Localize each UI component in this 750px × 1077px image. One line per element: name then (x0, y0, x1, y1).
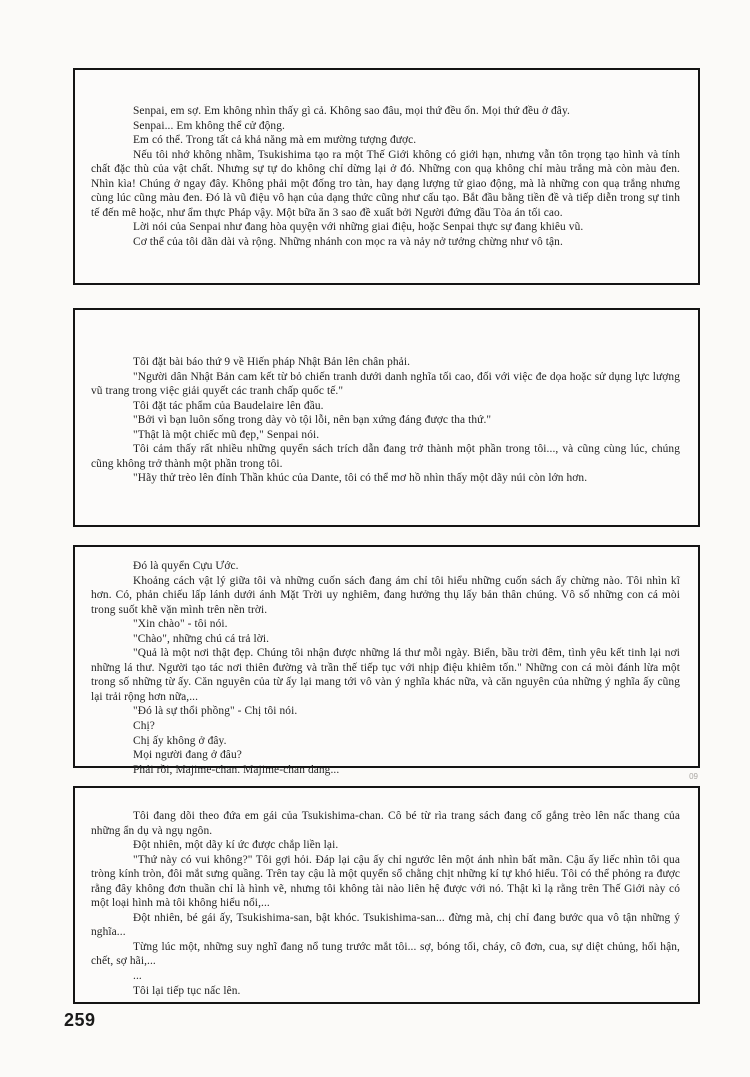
paragraph: Chị? (133, 720, 155, 733)
paragraph: "Chào", những chú cá trả lời. (133, 632, 270, 645)
paragraph: "Thứ này có vui không?" Tôi gợi hỏi. Đáp lại cậu ấy chỉ ngước lên một ánh nhìn bất mãn. Cậu ấy liếc nhìn tôi qua tròng kính tròn, đôi mắt sưng quầng. Trên tay cậu là một quyển sổ chằng chịt những kí tự khó hiểu. Tôi có thể phỏng ra được rằng đây không đơn thuần chỉ là hình vẽ, nhưng tôi không tài nào liên hệ được với nó. Thật kì lạ rằng trên Thế Giới này có một loại hình mà tôi không hiểu nổi,... (91, 853, 680, 910)
paragraph: "Đó là sự thổi phồng" - Chị tôi nói. (133, 705, 298, 718)
paragraph: Mọi người đang ở đâu? (133, 749, 242, 762)
paragraph: ... (133, 970, 142, 983)
paragraph: "Xin chào" - tôi nói. (133, 618, 228, 631)
paragraph: Từng lúc một, những suy nghĩ đang nổ tung trước mắt tôi... sợ, bóng tối, cháy, cô đơn, cua, sự diệt chủng, hối hận, chết, sợ hãi,... (91, 940, 680, 968)
paragraph: Lời nói của Senpai như đang hòa quyện với những giai điệu, hoặc Senpai thực sự đang khiêu vũ. (133, 221, 584, 234)
paragraph: "Hãy thử trèo lên đỉnh Thần khúc của Dante, tôi có thể mơ hồ nhìn thấy một dãy núi còn lớn hơn. (133, 472, 588, 485)
text-box-4 (73, 786, 700, 1004)
paragraph: Đột nhiên, bé gái ấy, Tsukishima-san, bật khóc. Tsukishima-san... đừng mà, chị chỉ đang bước qua vô tận những ý nghĩa... (91, 911, 680, 939)
paragraph: Tôi lại tiếp tục nấc lên. (133, 984, 241, 997)
paragraph: Em có thể. Trong tất cả khả năng mà em mường tượng được. (133, 134, 417, 147)
paragraph: "Thật là một chiếc mũ đẹp," Senpai nói. (133, 428, 320, 441)
paragraph: Đó là quyển Cựu Ước. (133, 560, 239, 572)
paragraph: "Người dân Nhật Bản cam kết từ bỏ chiến tranh dưới danh nghĩa tối cao, đối với việc đe dọa hoặc sử dụng lực lượng vũ trang trong việc giải quyết các tranh chấp quốc tế." (91, 370, 680, 398)
text-box-1 (73, 68, 700, 285)
page-number: 259 (64, 1010, 96, 1030)
paragraph: Tôi đang dõi theo đứa em gái của Tsukishima-chan. Cô bé từ rìa trang sách đang cố gắng trèo lên nấc thang của những ẩn dụ và ngụ ngôn. (91, 810, 680, 837)
paragraph: Tôi cảm thấy rất nhiều những quyển sách trích dẫn đang trở thành một phần trong tôi..., và cũng cùng lúc, chúng cũng không trở thành một phần trong tôi. (91, 443, 680, 470)
paragraph: Khoảng cách vật lý giữa tôi và những cuốn sách đang ám chỉ tôi hiểu những cuốn sách ấy chừng nào. Tôi nhìn kĩ hơn. Có, phản chiếu lấp lánh dưới ánh Mặt Trời uy nghiêm, đang hưởng thụ lấy bản thân chúng. Vô số những con cá mòi trong suốt khẽ vặn mình trên nền trời. (91, 574, 680, 616)
paragraph: Phải rồi, Majime-chan. Majime-chan đang... (133, 763, 340, 776)
paragraph: Chị ấy không ở đây. (133, 734, 227, 747)
paragraph: Tôi đặt bài báo thứ 9 về Hiến pháp Nhật Bản lên chân phải. (133, 356, 411, 368)
paragraph: "Quả là một nơi thật đẹp. Chúng tôi nhận được những lá thư mỗi ngày. Biển, bầu trời đêm, tình yêu kết tinh lại nơi những lá thư. Người tạo tác nơi thiên đường và trần thế tiếp tục với nhịp điệu khiêm tốn." Những con cá mòi đánh lừa một trong số những từ ấy. Căn nguyên của từ ấy lại mang tới vô vàn ý nghĩa khác nữa, và căn nguyên của những ý nghĩa ấy cũng lại trải rộng hơn nữa,... (91, 647, 680, 703)
paragraph: "Bởi vì bạn luôn sống trong dày vò tội lỗi, nên bạn xứng đáng được tha thứ." (133, 414, 492, 427)
text-box-2 (73, 308, 700, 527)
paragraph: Nếu tôi nhớ không nhầm, Tsukishima tạo ra một Thế Giới không có giới hạn, nhưng vẫn tôn trọng tạo hình và tính chất đặc thù của vật chất. Nhưng sự tự do không chỉ dừng lại ở đó. Những con quạ không chỉ màu trắng mà còn màu đen. Nhìn kìa! Chúng ở ngay đây. Không phải một đống tro tàn, hay dạng lượng tử giao động, mà là những con quạ trắng nhưng cùng lúc cũng màu đen. Đó là vũ điệu vô hạn của dạng thức cũng như cấu tạo. Bắt đầu bằng tiền đề và tiếp diễn trong sự tinh tế đến mê hoặc, như ẩm thực Pháp vậy. Một bữa ăn 3 sao đề xuất bởi Người đứng đầu Tòa án tối cao. (91, 148, 680, 219)
text-box-3 (73, 545, 700, 776)
side-marker: 09 (689, 772, 698, 781)
paragraph: Senpai, em sợ. Em không nhìn thấy gì cả. Không sao đâu, mọi thứ đều ổn. Mọi thứ đều ở đây. (133, 105, 570, 117)
paragraph: Cơ thể của tôi dãn dài và rộng. Những nhánh con mọc ra và nảy nở tưởng chừng như vô tận. (133, 235, 563, 248)
paragraph: Senpai... Em không thể cử động. (133, 119, 285, 132)
paragraph: Tôi đặt tác phẩm của Baudelaire lên đầu. (133, 399, 324, 412)
paragraph: Đột nhiên, một dãy kí ức được chắp liền lại. (133, 839, 339, 852)
